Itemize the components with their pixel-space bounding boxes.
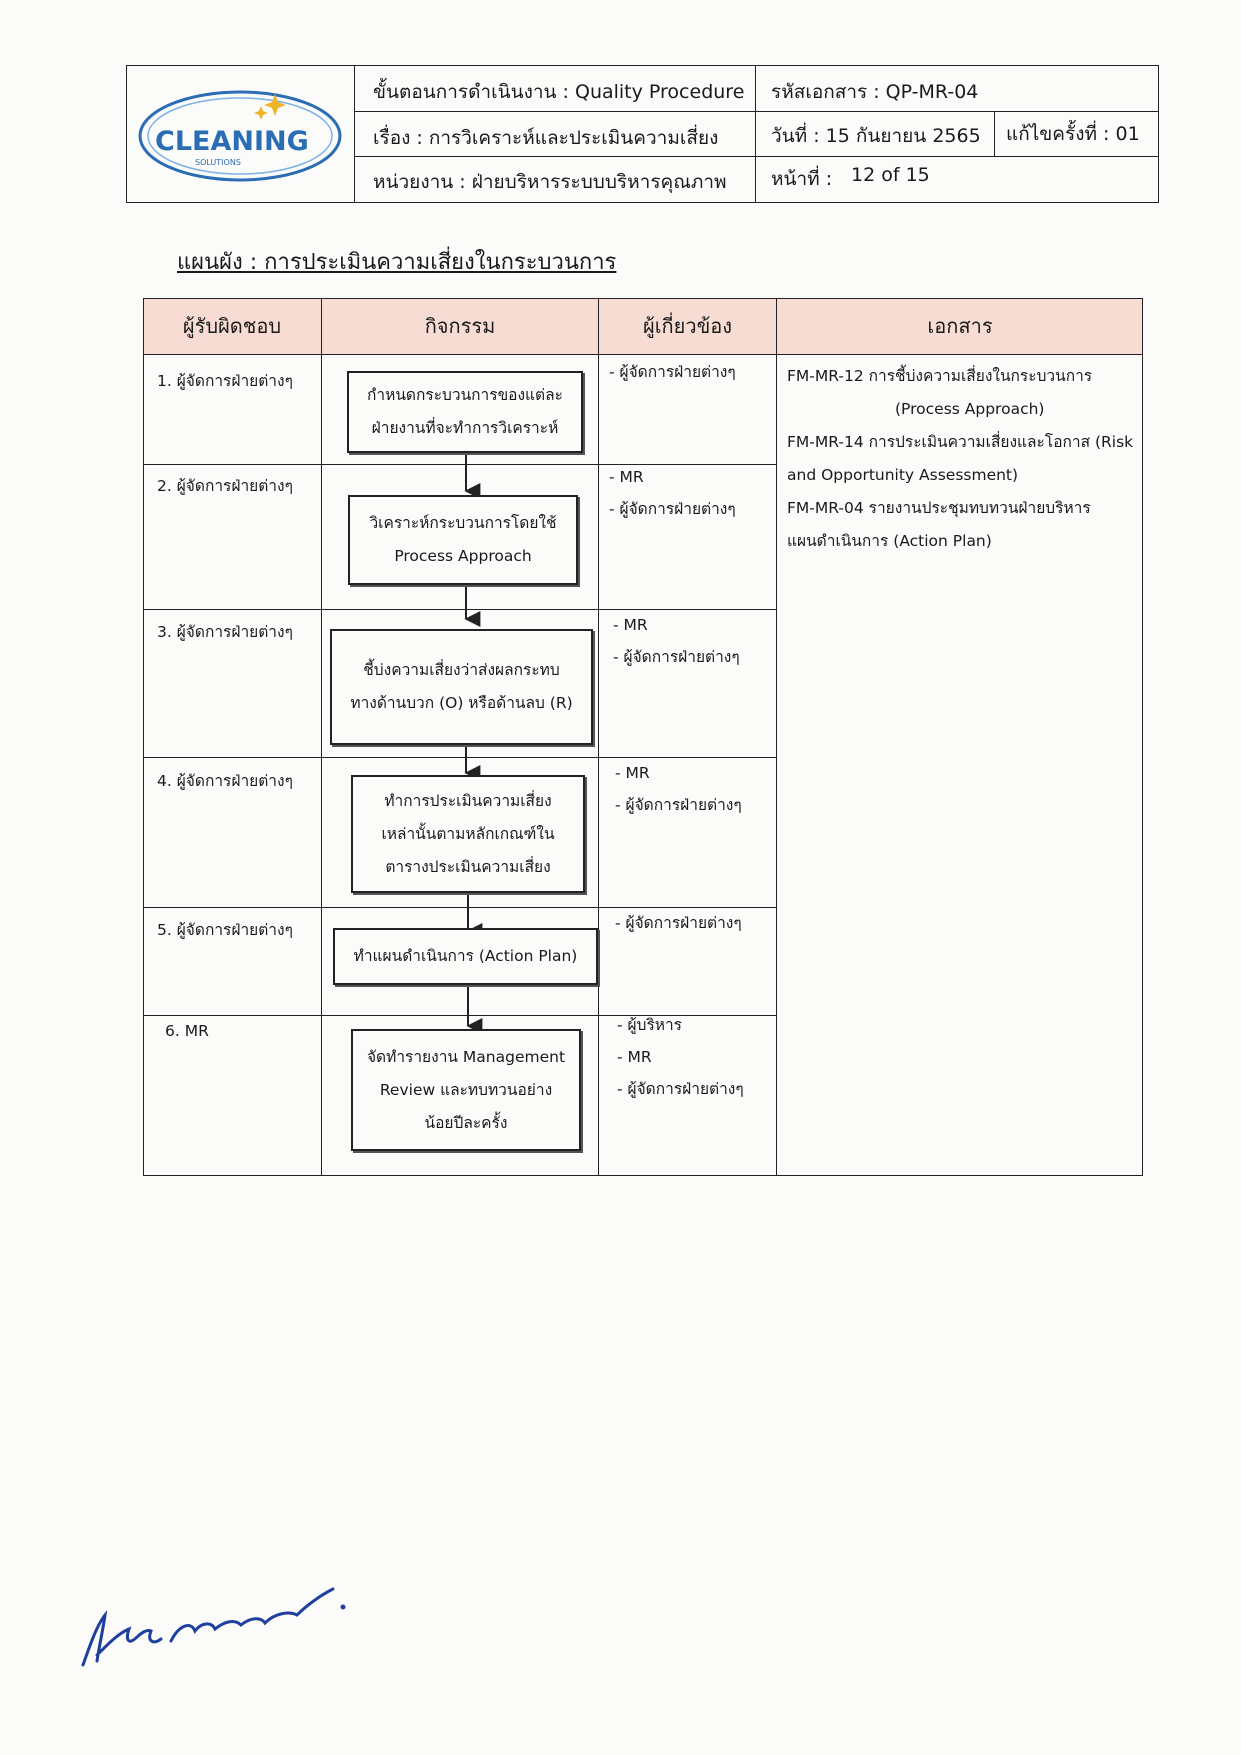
subject: เรื่อง : การวิเคราะห์และประเมินความเสี่ยง xyxy=(373,127,719,149)
document-line: and Opportunity Assessment) xyxy=(787,466,1019,484)
header-related: ผู้เกี่ยวข้อง xyxy=(599,298,776,354)
responsible-6: 6. MR xyxy=(165,1022,209,1040)
responsible-2: 2. ผู้จัดการฝ่ายต่างๆ xyxy=(157,477,293,495)
doc-code: รหัสเอกสาร : QP-MR-04 xyxy=(771,81,979,103)
related-2: - MR - ผู้จัดการฝ่ายต่างๆ xyxy=(609,468,736,518)
department: หน่วยงาน : ฝ่ายบริหารระบบบริหารคุณภาพ xyxy=(373,171,727,193)
page-number: 12 of 15 xyxy=(851,164,930,186)
flow-table xyxy=(143,298,1143,1176)
related-5: - ผู้จัดการฝ่ายต่างๆ xyxy=(615,914,742,932)
responsible-1: 1. ผู้จัดการฝ่ายต่างๆ xyxy=(157,372,293,390)
issue-date: วันที่ : 15 กันยายน 2565 xyxy=(771,125,981,147)
activity-box-5: ทำแผนดำเนินการ (Action Plan) xyxy=(333,928,598,985)
document-header xyxy=(126,65,1159,203)
activity-box-1: กำหนดกระบวนการของแต่ละ ฝ่ายงานที่จะทำการวิเคราะห์ xyxy=(347,371,583,453)
related-6: - ผู้บริหาร - MR - ผู้จัดการฝ่ายต่างๆ xyxy=(617,1016,744,1098)
logo-text: CLEANING xyxy=(155,126,309,157)
revision-number: แก้ไขครั้งที่ : 01 xyxy=(1006,123,1140,145)
header-activity: กิจกรรม xyxy=(322,298,598,354)
document-line: FM-MR-04 รายงานประชุมทบทวนฝ่ายบริหาร xyxy=(787,499,1091,517)
related-4: - MR - ผู้จัดการฝ่ายต่างๆ xyxy=(615,764,742,814)
document-line: (Process Approach) xyxy=(895,400,1045,418)
signature xyxy=(75,1585,375,1675)
responsible-5: 5. ผู้จัดการฝ่ายต่างๆ xyxy=(157,921,293,939)
logo-subtext: SOLUTIONS xyxy=(195,158,241,167)
documents-list xyxy=(787,360,1137,558)
responsible-3: 3. ผู้จัดการฝ่ายต่างๆ xyxy=(157,623,293,641)
activity-box-3: ชี้บ่งความเสี่ยงว่าส่งผลกระทบ ทางด้านบวก (O) หรือด้านลบ (R) xyxy=(330,629,593,745)
header-documents: เอกสาร xyxy=(777,298,1143,354)
document-line: FM-MR-12 การชี้บ่งความเสี่ยงในกระบวนการ xyxy=(787,367,1093,385)
page-title: แผนผัง : การประเมินความเสี่ยงในกระบวนการ xyxy=(177,250,617,275)
procedure-label: ขั้นตอนการดำเนินงาน : Quality Procedure xyxy=(373,81,745,103)
document-line: FM-MR-14 การประเมินความเสี่ยงและโอกาส (Risk xyxy=(787,433,1134,451)
sparkle-icon xyxy=(254,106,268,120)
related-3: - MR - ผู้จัดการฝ่ายต่างๆ xyxy=(613,616,740,666)
related-1: - ผู้จัดการฝ่ายต่างๆ xyxy=(609,363,736,381)
page-label: หน้าที่ : xyxy=(771,168,833,190)
company-logo xyxy=(135,74,355,194)
header-responsible: ผู้รับผิดชอบ xyxy=(143,298,321,354)
responsible-4: 4. ผู้จัดการฝ่ายต่างๆ xyxy=(157,772,293,790)
activity-box-2: วิเคราะห์กระบวนการโดยใช้ Process Approach xyxy=(348,495,578,585)
activity-box-6: จัดทำรายงาน Management Review และทบทวนอย่าง น้อยปีละครั้ง xyxy=(351,1029,581,1151)
document-line: แผนดำเนินการ (Action Plan) xyxy=(787,532,992,550)
activity-box-4: ทำการประเมินความเสี่ยง เหล่านั้นตามหลักเกณฑ์ใน ตารางประเมินความเสี่ยง xyxy=(351,775,585,893)
